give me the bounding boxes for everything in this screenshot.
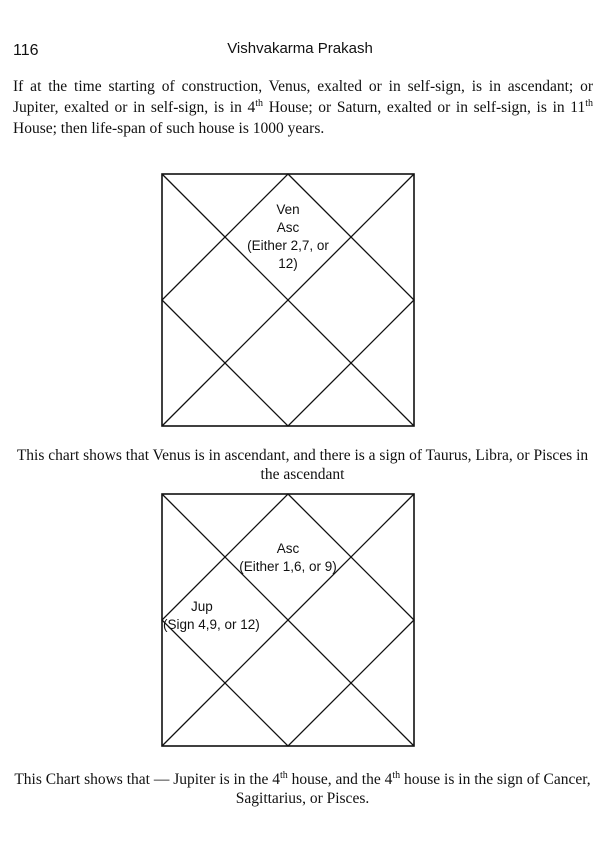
chart-1-asc-label: Asc	[276, 220, 300, 235]
caption-2-text-1: This Chart shows that — Jupiter is in the 4	[14, 771, 280, 788]
running-head: Vishvakarma Prakash	[227, 40, 373, 57]
caption-2-text-3: house is in the sign of Cancer,	[400, 771, 591, 788]
caption-2-sup-1: th	[279, 770, 288, 781]
chart-1-sign-note-cont: 12)	[278, 256, 298, 271]
chart-1-sign-note: (Either 2,7, or	[247, 238, 329, 253]
caption-1-line-1: This chart shows that Venus is in ascendant, and there is a sign of Taurus, Libra, or Pisces in	[16, 447, 589, 464]
intro-text-2: House; or Saturn, exalted or in self-sign, is in 11	[263, 99, 586, 116]
intro-sup-1: th	[255, 98, 264, 109]
chart-2-planet-jup: Jup	[191, 599, 213, 614]
chart-2-asc-label: Asc	[276, 541, 300, 556]
chart-1-house-1-text	[161, 201, 415, 273]
chart-2-sign-note: (Either 1,6, or 9)	[239, 559, 337, 574]
caption-2-text-2: house, and the 4	[287, 771, 393, 788]
intro-paragraph	[13, 76, 593, 139]
chart-1-planet-ven: Ven	[276, 202, 300, 217]
caption-2-sup-2: th	[392, 770, 401, 781]
intro-text-1: If at the time starting of construction, Venus, exalted or in self-sign, is in ascendant; or Jupiter, exalted or in self-sign, is in 4	[13, 78, 593, 116]
chart-2-house-4-note: (Sign 4,9, or 12)	[163, 617, 260, 632]
caption-2	[10, 770, 595, 808]
horoscope-chart-1	[161, 173, 415, 427]
chart-2-house-1-text	[161, 540, 415, 576]
chart-2-house-4-text	[163, 598, 260, 634]
caption-1	[10, 446, 595, 484]
intro-text-3: House; then life-span of such house is 1000 years.	[13, 120, 325, 137]
caption-2-line-2: Sagittarius, or Pisces.	[235, 790, 370, 807]
horoscope-chart-2	[161, 493, 415, 747]
intro-sup-2: th	[585, 98, 593, 109]
page-number: 116	[13, 42, 39, 59]
caption-1-line-2: the ascendant	[260, 466, 345, 483]
caption-2-line-1	[10, 770, 595, 789]
